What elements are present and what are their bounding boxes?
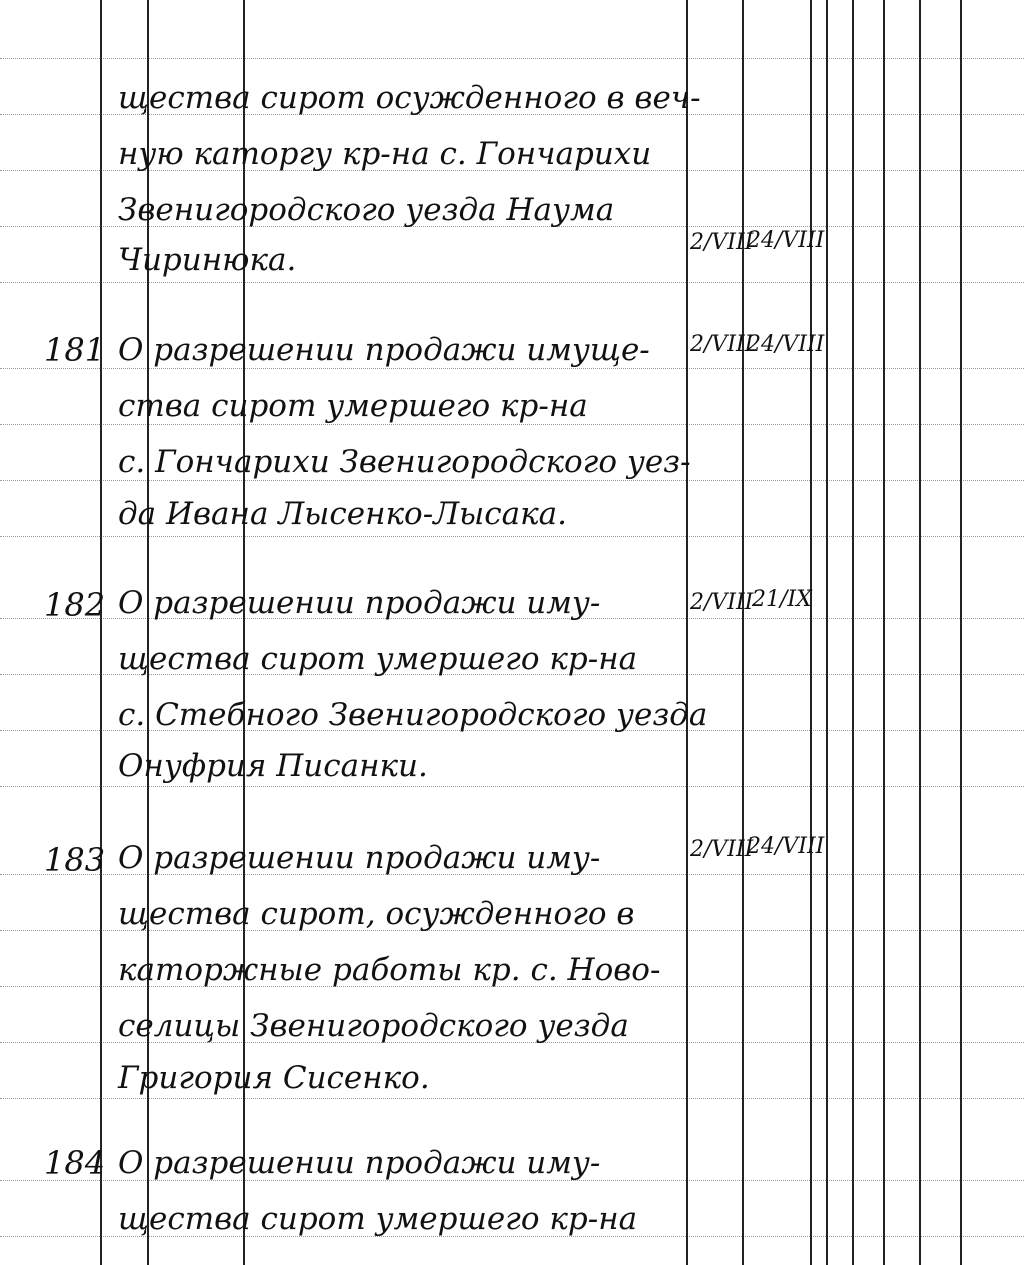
column-divider <box>100 0 102 1265</box>
entry-number: 184 <box>44 1144 106 1182</box>
entry-text-line: щества сирот умершего кр-на <box>118 1201 638 1237</box>
entry-text-line: Чиринюка. <box>118 242 297 278</box>
entry-number: 182 <box>44 586 106 624</box>
entry-text-line: ства сирот умершего кр-на <box>118 388 588 424</box>
entry-text-line: Звенигородского уезда Наума <box>118 192 615 228</box>
entry-text-line: О разрешении продажи имуще- <box>118 332 650 368</box>
entry-text-line: О разрешении продажи иму- <box>118 1145 601 1181</box>
date-received: 2/VIII <box>690 837 754 862</box>
column-divider <box>742 0 744 1265</box>
column-divider <box>919 0 921 1265</box>
entry-text-line: щества сирот умершего кр-на <box>118 641 638 677</box>
entry-text-line: с. Гончарихи Звенигородского уез- <box>118 444 691 480</box>
entry-text-line: щества сирот осужденного в веч- <box>118 80 701 116</box>
date-received: 2/VIII <box>690 590 754 615</box>
column-divider <box>826 0 828 1265</box>
date-resolved: 24/VIII <box>747 332 825 357</box>
column-divider <box>960 0 962 1265</box>
date-received: 2/VIII <box>690 230 754 255</box>
entry-number: 181 <box>44 331 106 369</box>
date-resolved: 24/VIII <box>747 228 825 253</box>
entry-text-line: О разрешении продажи иму- <box>118 840 601 876</box>
entry-text-line: щества сирот, осужденного в <box>118 896 635 932</box>
date-received: 2/VIII <box>690 332 754 357</box>
entry-text-line: Григория Сисенко. <box>118 1060 430 1096</box>
entry-text-line: ную каторгу кр-на с. Гончарихи <box>118 136 652 172</box>
entry-text-line: с. Стебного Звенигородского уезда <box>118 697 708 733</box>
column-divider <box>883 0 885 1265</box>
date-resolved: 24/VIII <box>747 834 825 859</box>
ruled-line <box>0 58 1024 59</box>
date-resolved: 21/IX <box>752 587 812 612</box>
entry-text-line: Онуфрия Писанки. <box>118 748 428 784</box>
entry-text-line: каторжные работы кр. с. Ново- <box>118 952 661 988</box>
entry-text-line: да Ивана Лысенко-Лысака. <box>118 496 568 532</box>
column-divider <box>810 0 812 1265</box>
entry-text-line: О разрешении продажи иму- <box>118 585 601 621</box>
entry-number: 183 <box>44 841 106 879</box>
entry-text-line: селицы Звенигородского уезда <box>118 1008 629 1044</box>
column-divider <box>852 0 854 1265</box>
